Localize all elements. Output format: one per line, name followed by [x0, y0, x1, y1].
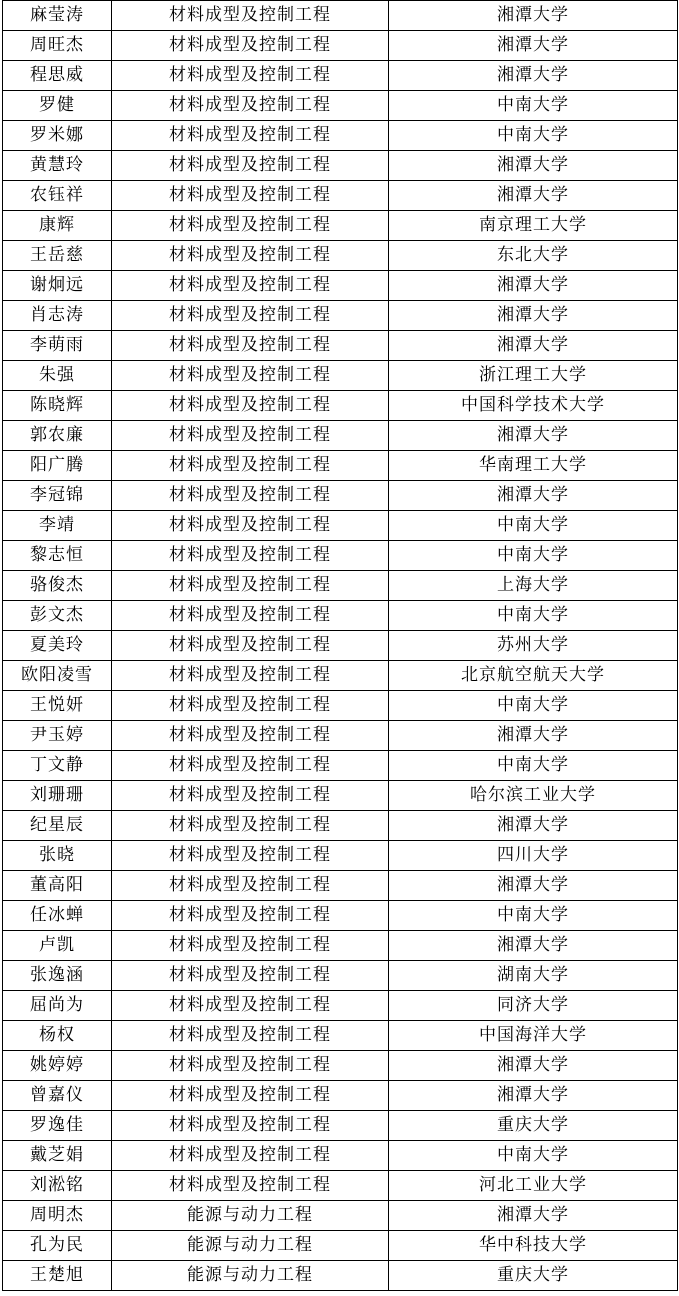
school-cell: 中南大学: [389, 751, 678, 781]
table-row: [3, 901, 678, 931]
student-name-cell: 丁文静: [3, 751, 112, 781]
major-cell: 材料成型及控制工程: [112, 361, 389, 391]
student-name-cell: 姚婷婷: [3, 1051, 112, 1081]
major-cell: 材料成型及控制工程: [112, 751, 389, 781]
table-row: [3, 481, 678, 511]
school-cell: 重庆大学: [389, 1111, 678, 1141]
major-cell: 材料成型及控制工程: [112, 931, 389, 961]
school-cell: 中南大学: [389, 691, 678, 721]
major-cell: 材料成型及控制工程: [112, 31, 389, 61]
student-name-cell: 郭农廉: [3, 421, 112, 451]
major-cell: 材料成型及控制工程: [112, 811, 389, 841]
student-name-cell: 肖志涛: [3, 301, 112, 331]
major-cell: 材料成型及控制工程: [112, 721, 389, 751]
table-row: [3, 31, 678, 61]
table-row: [3, 781, 678, 811]
major-cell: 材料成型及控制工程: [112, 1081, 389, 1111]
student-name-cell: 陈晓辉: [3, 391, 112, 421]
table-row: [3, 991, 678, 1021]
school-cell: 上海大学: [389, 571, 678, 601]
table-row: [3, 421, 678, 451]
school-cell: 湘潭大学: [389, 301, 678, 331]
major-cell: 材料成型及控制工程: [112, 241, 389, 271]
major-cell: 材料成型及控制工程: [112, 1171, 389, 1201]
major-cell: 材料成型及控制工程: [112, 511, 389, 541]
school-cell: 湘潭大学: [389, 1201, 678, 1231]
student-name-cell: 戴芝娟: [3, 1141, 112, 1171]
student-name-cell: 麻莹涛: [3, 1, 112, 31]
school-cell: 苏州大学: [389, 631, 678, 661]
table-row: [3, 571, 678, 601]
school-cell: 湘潭大学: [389, 331, 678, 361]
table-row: [3, 181, 678, 211]
table-row: [3, 61, 678, 91]
student-name-cell: 骆俊杰: [3, 571, 112, 601]
table-row: [3, 691, 678, 721]
student-name-cell: 孔为民: [3, 1231, 112, 1261]
student-name-cell: 罗健: [3, 91, 112, 121]
major-cell: 材料成型及控制工程: [112, 661, 389, 691]
table-row: [3, 1141, 678, 1171]
table-row: [3, 151, 678, 181]
student-name-cell: 尹玉婷: [3, 721, 112, 751]
school-cell: 湘潭大学: [389, 721, 678, 751]
school-cell: 湘潭大学: [389, 481, 678, 511]
school-cell: 湘潭大学: [389, 271, 678, 301]
table-row: [3, 871, 678, 901]
major-cell: 材料成型及控制工程: [112, 331, 389, 361]
table-row: [3, 1, 678, 31]
school-cell: 四川大学: [389, 841, 678, 871]
major-cell: 材料成型及控制工程: [112, 271, 389, 301]
school-cell: 南京理工大学: [389, 211, 678, 241]
major-cell: 材料成型及控制工程: [112, 871, 389, 901]
student-name-cell: 曾嘉仪: [3, 1081, 112, 1111]
student-name-cell: 卢凯: [3, 931, 112, 961]
table-row: [3, 931, 678, 961]
school-cell: 湘潭大学: [389, 421, 678, 451]
student-name-cell: 张晓: [3, 841, 112, 871]
table-row: [3, 301, 678, 331]
school-cell: 中国海洋大学: [389, 1021, 678, 1051]
major-cell: 材料成型及控制工程: [112, 991, 389, 1021]
table-row: [3, 1081, 678, 1111]
school-cell: 华中科技大学: [389, 1231, 678, 1261]
student-name-cell: 谢炯远: [3, 271, 112, 301]
school-cell: 湘潭大学: [389, 61, 678, 91]
school-cell: 中南大学: [389, 121, 678, 151]
student-name-cell: 李冠锦: [3, 481, 112, 511]
student-name-cell: 纪星辰: [3, 811, 112, 841]
major-cell: 材料成型及控制工程: [112, 1141, 389, 1171]
major-cell: 材料成型及控制工程: [112, 481, 389, 511]
table-row: [3, 361, 678, 391]
table-row: [3, 1021, 678, 1051]
major-cell: 材料成型及控制工程: [112, 121, 389, 151]
school-cell: 河北工业大学: [389, 1171, 678, 1201]
student-name-cell: 程思威: [3, 61, 112, 91]
school-cell: 同济大学: [389, 991, 678, 1021]
student-name-cell: 李靖: [3, 511, 112, 541]
student-name-cell: 王楚旭: [3, 1261, 112, 1291]
student-name-cell: 刘珊珊: [3, 781, 112, 811]
student-name-cell: 杨权: [3, 1021, 112, 1051]
major-cell: 材料成型及控制工程: [112, 781, 389, 811]
student-name-cell: 康辉: [3, 211, 112, 241]
school-cell: 哈尔滨工业大学: [389, 781, 678, 811]
school-cell: 中南大学: [389, 901, 678, 931]
student-name-cell: 王悦妍: [3, 691, 112, 721]
school-cell: 中南大学: [389, 1141, 678, 1171]
table-row: [3, 1171, 678, 1201]
school-cell: 湘潭大学: [389, 1081, 678, 1111]
student-name-cell: 刘淞铭: [3, 1171, 112, 1201]
student-name-cell: 欧阳凌雪: [3, 661, 112, 691]
table-row: [3, 331, 678, 361]
school-cell: 中南大学: [389, 601, 678, 631]
table-row: [3, 841, 678, 871]
student-name-cell: 屈尚为: [3, 991, 112, 1021]
student-name-cell: 黄慧玲: [3, 151, 112, 181]
major-cell: 材料成型及控制工程: [112, 451, 389, 481]
major-cell: 材料成型及控制工程: [112, 841, 389, 871]
major-cell: 材料成型及控制工程: [112, 1021, 389, 1051]
major-cell: 材料成型及控制工程: [112, 61, 389, 91]
table-row: [3, 1051, 678, 1081]
major-cell: 能源与动力工程: [112, 1231, 389, 1261]
major-cell: 材料成型及控制工程: [112, 901, 389, 931]
school-cell: 中南大学: [389, 511, 678, 541]
major-cell: 材料成型及控制工程: [112, 691, 389, 721]
major-cell: 能源与动力工程: [112, 1261, 389, 1291]
school-cell: 中南大学: [389, 91, 678, 121]
school-cell: 湘潭大学: [389, 181, 678, 211]
table-row: [3, 601, 678, 631]
major-cell: 材料成型及控制工程: [112, 601, 389, 631]
table-row: [3, 241, 678, 271]
table-row: [3, 811, 678, 841]
school-cell: 湘潭大学: [389, 31, 678, 61]
student-name-cell: 罗米娜: [3, 121, 112, 151]
table-row: [3, 1201, 678, 1231]
table-row: [3, 91, 678, 121]
student-name-cell: 阳广腾: [3, 451, 112, 481]
school-cell: 重庆大学: [389, 1261, 678, 1291]
major-cell: 材料成型及控制工程: [112, 961, 389, 991]
school-cell: 湘潭大学: [389, 871, 678, 901]
major-cell: 材料成型及控制工程: [112, 571, 389, 601]
student-name-cell: 周明杰: [3, 1201, 112, 1231]
admission-table: [2, 0, 678, 1291]
table-row: [3, 271, 678, 301]
major-cell: 材料成型及控制工程: [112, 181, 389, 211]
table-row: [3, 961, 678, 991]
student-name-cell: 朱强: [3, 361, 112, 391]
student-name-cell: 黎志恒: [3, 541, 112, 571]
major-cell: 材料成型及控制工程: [112, 421, 389, 451]
major-cell: 材料成型及控制工程: [112, 1, 389, 31]
student-name-cell: 董高阳: [3, 871, 112, 901]
school-cell: 湘潭大学: [389, 1, 678, 31]
admission-table-body: [3, 1, 678, 1291]
table-row: [3, 451, 678, 481]
table-row: [3, 1231, 678, 1261]
table-row: [3, 541, 678, 571]
student-name-cell: 李萌雨: [3, 331, 112, 361]
table-row: [3, 1111, 678, 1141]
table-row: [3, 631, 678, 661]
school-cell: 北京航空航天大学: [389, 661, 678, 691]
major-cell: 材料成型及控制工程: [112, 391, 389, 421]
major-cell: 能源与动力工程: [112, 1201, 389, 1231]
school-cell: 东北大学: [389, 241, 678, 271]
school-cell: 湘潭大学: [389, 811, 678, 841]
major-cell: 材料成型及控制工程: [112, 1111, 389, 1141]
student-name-cell: 周旺杰: [3, 31, 112, 61]
student-name-cell: 彭文杰: [3, 601, 112, 631]
student-name-cell: 任冰蝉: [3, 901, 112, 931]
school-cell: 浙江理工大学: [389, 361, 678, 391]
major-cell: 材料成型及控制工程: [112, 151, 389, 181]
table-row: [3, 661, 678, 691]
major-cell: 材料成型及控制工程: [112, 631, 389, 661]
table-row: [3, 751, 678, 781]
student-name-cell: 王岳慈: [3, 241, 112, 271]
school-cell: 湘潭大学: [389, 931, 678, 961]
major-cell: 材料成型及控制工程: [112, 91, 389, 121]
major-cell: 材料成型及控制工程: [112, 541, 389, 571]
major-cell: 材料成型及控制工程: [112, 1051, 389, 1081]
table-row: [3, 391, 678, 421]
school-cell: 湘潭大学: [389, 1051, 678, 1081]
school-cell: 中南大学: [389, 541, 678, 571]
student-name-cell: 夏美玲: [3, 631, 112, 661]
student-name-cell: 张逸涵: [3, 961, 112, 991]
table-row: [3, 721, 678, 751]
school-cell: 华南理工大学: [389, 451, 678, 481]
major-cell: 材料成型及控制工程: [112, 301, 389, 331]
student-name-cell: 农钰祥: [3, 181, 112, 211]
table-row: [3, 211, 678, 241]
table-row: [3, 1261, 678, 1291]
student-name-cell: 罗逸佳: [3, 1111, 112, 1141]
school-cell: 中国科学技术大学: [389, 391, 678, 421]
table-row: [3, 511, 678, 541]
school-cell: 湖南大学: [389, 961, 678, 991]
school-cell: 湘潭大学: [389, 151, 678, 181]
major-cell: 材料成型及控制工程: [112, 211, 389, 241]
table-row: [3, 121, 678, 151]
